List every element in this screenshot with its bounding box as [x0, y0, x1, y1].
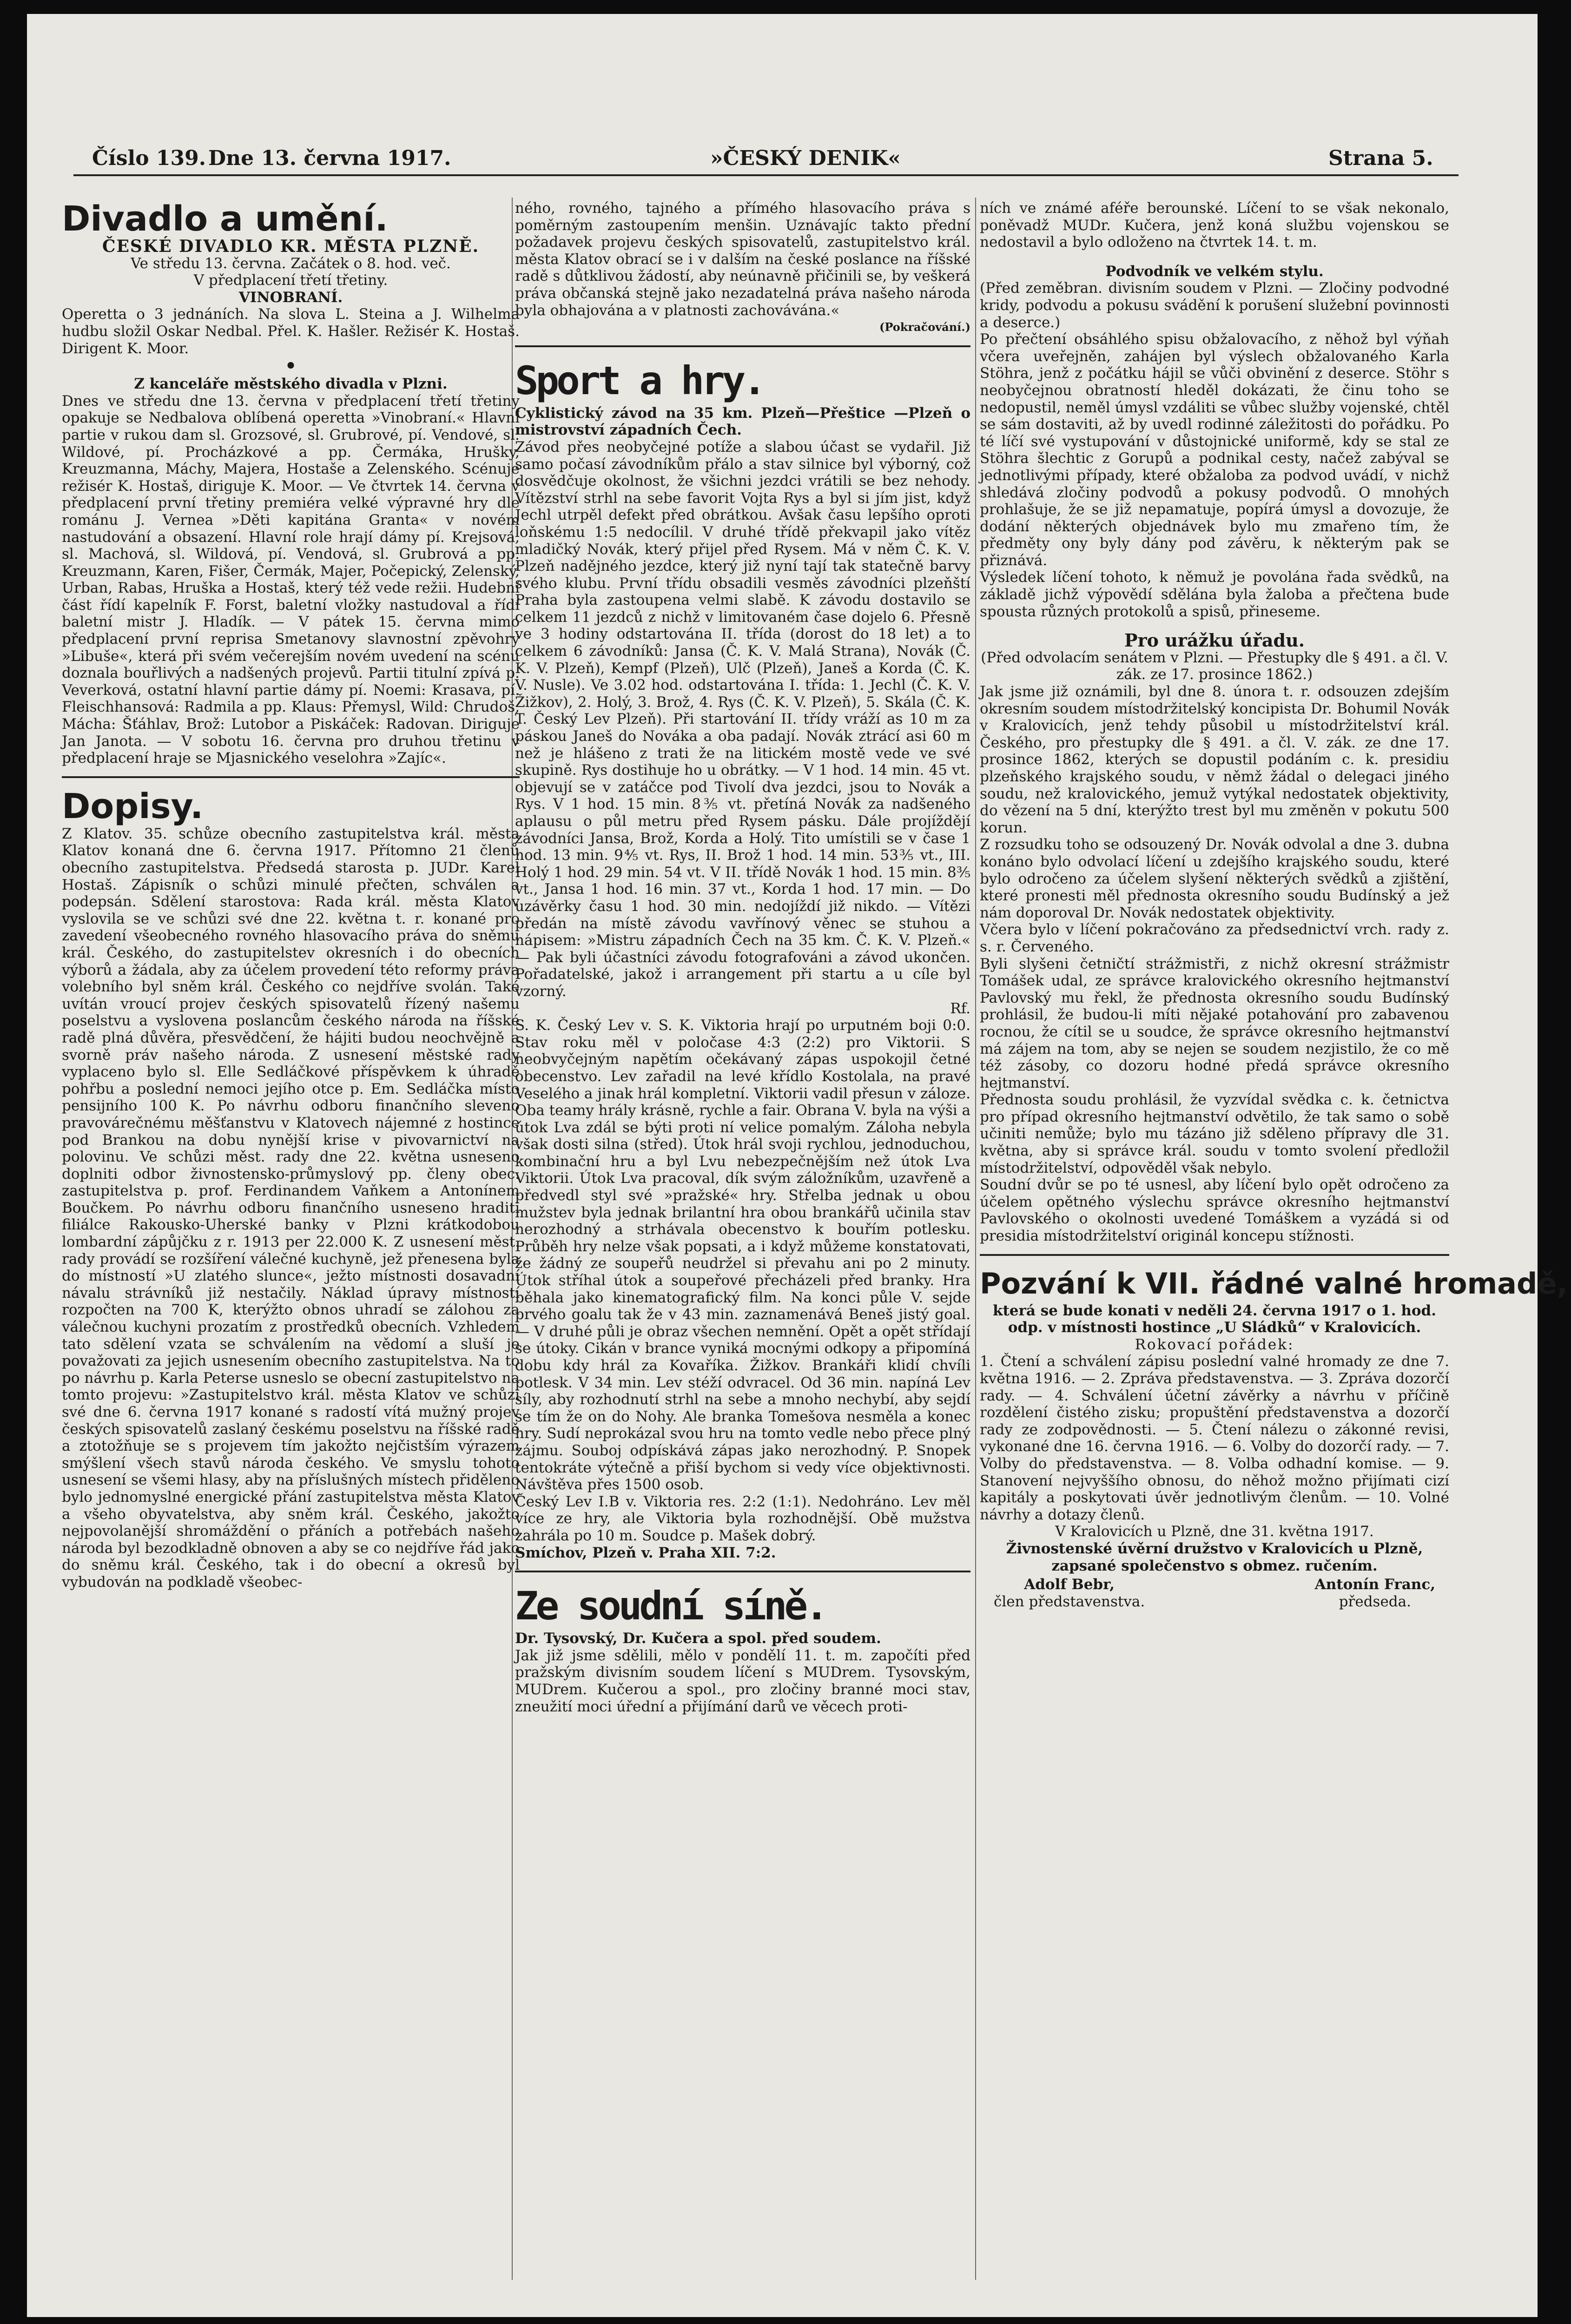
- court-text: Jak již jsme sdělili, mělo v pondělí 11. t. m. započíti před pražským divisním soudem líčení s MUDrem. Tysovským, MUDrem. Kučerou a spol., pro zločiny branné moci stav, zneužití moci úřední a přijímání darů ve věcech proti-: [515, 1647, 970, 1715]
- klatovy-report: Z Klatov. 35. schůze obecního zastupitelstva král. města Klatov konaná dne 6. června 1917. Přítomno 21 členů obecního zastupitelstva. Předsedá starosta p. JUDr. Karel Hostaš. Zápisník o schůzi minulé přečten, schválen a podepsán. Sdělení starostova: Rada král. města Klatov vyslovila se ve schůzi své dne 22. května t. r. konané pro zavedení všeobecného rovného hlasovacího práva do sněmu král. Českého, do zastupitelstev okresních i do obecních výborů a žádala, aby za účelem provedení této reformy práva volebního byl sněm král. Českého co nejdříve svolán. Také uvítán vroucí projev českých spisovatelů řízený našemu poselstvu a vyslovena poslancům českého národa na říšské radě plná důvěra, přesvědčení, že hájiti budou neochvějně a svorně práv našeho národa. Z usnesení městské rady vyplaceno bylo sl. Elle Sedláčkové příspěvkem k úhradě pohřbu a poslední nemoci jejího otce p. Em. Sedláčka místo pensijního 100 K. Po návrhu odboru finančního sleveno pravovárečnému měšťanstvu v Klatovech nájemné z hostince pod Brankou na dobu nynější krise v pivovarnictví na polovinu. Ve schůzi měst. rady dne 22. května usneseno doplniti odbor živnostensko-průmyslový pp. členy obec. zastupitelstva p. prof. Ferdinandem Vaňkem a Antonínem Boučkem. Po návrhu odboru finančního usneseno hraditi filiálce Rakousko-Uherské banky v Plzni krátkodobou lombardní zápůjčku z r. 1913 per 22.000 K. Z usnesení měst. rady provádí se rozšíření válečné kuchyně, jež přenesena byla do místností »U zlatého slunce«, ježto místnosti dosavadní návalu strávníků již nestačily. Náklad úpravy místností rozpočten na 700 K, kterýžto obnos uhradí se zálohou za válečnou kuchyni prozatím z prostředků obecních. Vzhledem tato sdělení vzata se schválením na vědomí a sluší je považovati za jejich usnesením obecního zastupitelstva. Na to po návrhu p. Karla Peterse usneslo se obecní zastupitelstvo na tomto projevu: »Zastupitelstvo král. města Klatov ve schůzi své dne 6. června 1917 konané s radostí vítá mužný projev českých spisovatelů zaslaný českému poselstvu na říšské radě a ztotožňuje se s projevem tím jakožto nejčistším výrazem smýšlení všech stavů národa českého. Ve smyslu tohoto usnesení se všemi hlasy, aby na příslušných místech přiděleno bylo jednomyslné energické přání zastupitelstva města Klatov a všeho obyvatelstva, aby sněm král. Českého, jakožto nejpovolanější shromáždění o přáních a potřebách našeho národa byl bezodkladně obnoven a aby se co nejdříve řád jako do sněmu král. Českého, tak i do obecní a okresů byl vybudován na podkladě všeobec-: [62, 825, 520, 1591]
- place-date: V Kralovicích u Plzně, dne 31. května 1917.: [1055, 1523, 1374, 1540]
- performance-time: Ve středu 13. června. Začátek o 8. hod. več.: [131, 255, 451, 272]
- column-divider: [975, 198, 976, 2280]
- column-2: [515, 200, 970, 2310]
- issue-number: Číslo 139.: [92, 146, 206, 170]
- column-1: [62, 200, 520, 2310]
- fraud-heading: Podvodník ve velkém stylu.: [1105, 263, 1324, 280]
- page-number: Strana 5.: [1328, 146, 1433, 170]
- court-continued: ních ve známé aféře berounské. Líčení to se však nekonalo, poněvadž MUDr. Kučera, jenž koná službu vojenskou se nedostavil a bylo odloženo na čtvrtek 14. t. m.: [980, 200, 1449, 251]
- insult-text-4: Byli slyšeni četničtí strážmistři, z nichž okresní strážmistr Tomášek udal, ze správce kralovického okresního hejtmanství Pavlovský mu řekl, že přednosta okresního soudu Budínský prohlásil, že budou-li míti nějaké potahování pro zabavenou rocnou, že cítil se u soudce, že správce okresního hejtmanství má zájem na tom, aby se nejen se soudem nezjistilo, že co mě též zásoby, co dozoru hodné předá správce okresního hejtmanství.: [980, 955, 1449, 1091]
- section-rule: [980, 1254, 1449, 1256]
- newspaper-page: [27, 14, 1568, 2317]
- section-title-sport: Sport a hry.: [515, 357, 764, 403]
- header-rule: [73, 174, 1459, 176]
- signer-2-name: Antonín Franc,: [1314, 1576, 1435, 1593]
- insult-text-3: Včera bylo v líčení pokračováno za předsednictví vrch. rady z. s. r. Červeného.: [980, 921, 1449, 955]
- play-title: VINOBRANÍ.: [238, 289, 343, 306]
- fraud-subheading: (Před zeměbran. divisním soudem v Plzni. — Zločiny podvodné kridy, podvodu a pokusu svádění k porušení služební povinnosti a deserce.): [980, 280, 1449, 331]
- section-rule: [515, 345, 970, 347]
- issue-date: Dne 13. června 1917.: [208, 146, 451, 170]
- theatre-name: ČESKÉ DIVADLO KR. MĚSTA PLZNĚ.: [102, 237, 480, 256]
- section-title-court: Ze soudní síně.: [515, 1583, 826, 1629]
- masthead: »ČESKÝ DENIK«: [710, 146, 901, 170]
- cycling-text: Závod přes neobyčejné potíže a slabou účast se vydařil. Již samo počasí závodníkům přálo a stav silnice byl výborný, což dosvědčuje okolnost, že všichni jezdci vrátili se bez nehody. Vítězství strhl na sebe favorit Vojta Rys a byl si jím jist, když Jechl utrpěl defekt před obrátkou. Avšak času lepšího oproti loňskému 1:5 nedocílil. V druhé třídě překvapil jako vítěz mladičký Novák, který přijel před Rysem. Má v něm Č. K. V. Plzeň nadějného jezdce, který již nyní tají tak statečně barvy svého klubu. První třídu obsadili vesměs závodníci plzeňští Praha byla zastoupena velmi slabě. K závodu dostavilo se celkem 11 jezdců z nichž v limitovaném čase dojelo 6. Přesně ve 3 hodiny odstartována II. třída (dorost do 18 let) a to celkem 6 závodníků: Jansa (Č. K. V. Malá Strana), Novák (Č. K. V. Plzeň), Kempf (Plzeň), Ulč (Plzeň), Janeš a Korda (Č. K. V. Nusle). Ve 3.02 hod. odstartována I. třída: 1. Jechl (Č. K. V. Žižkov), 2. Holý, 3. Brož, 4. Rys (Č. K. V. Plzeň), 5. Skála (Č. K. T. Český Lev Plzeň). Při startování II. třídy vráží as 10 m za páskou Janeš do Nováka a oba padají. Novák ztrácí asi 60 m než je hlášeno z trati že na litickém mostě vede ve své skupině. Rys dostihuje ho u obrátky. — V 1 hod. 14 min. 45 vt. objevují se v zatáčce pod Tivolí dva jezdci, jsou to Novák a Rys. V 1 hod. 15 min. 8⅗ vt. přetíná Novák za nadšeného aplausu o půl metru před Rysem pásku. Dále projíždějí závodníci Jansa, Brož, Korda a Holý. Tito umístili se v čase 1 hod. 13 min. 9⅘ vt. Rys, II. Brož 1 hod. 14 min. 53⅗ vt., III. Holý 1 hod. 29 min. 54 vt. V II. třídě Novák 1 hod. 15 min. 8⅗ vt., Jansa 1 hod. 16 min. 37 vt., Korda 1 hod. 17 min. — Do uzávěrky času 1 hod. 30 min. nedojíždí již nikdo. — Vítězi předán na místě závodu vavřínový věnec se stuhou a nápisem: »Mistru západních Čech na 35 km. Č. K. V. Plzeň.« — Pak byli účastníci závodu fotografováni a závod ukončen. Pořadatelské, jakož i arrangement při startu a u cíle byl vzorný.: [515, 438, 970, 1000]
- play-info: Operetta o 3 jednáních. Na slova L. Steina a J. Wilhelma hudbu složil Oskar Nedbal. Přel. K. Hašler. Režisér K. Hostaš. Dirigent K. Moor.: [62, 306, 520, 357]
- office-text: Dnes ve středu dne 13. června v předplacení třetí třetiny opakuje se Nedbalova oblíbená operetta »Vinobraní.« Hlavní partie v rukou dam sl. Grozsové, sl. Grubrové, pí. Vendové, sl. Wildové, pí. Procházkové a pp. Čermáka, Hrušky, Kreuzmanna, Máchy, Majera, Hostaše a Zelenského. Scénuje režisér K. Hostaš, diriguje K. Moor. — Ve čtvrtek 14. června v předplacení první třetiny premiéra velké výpravné hry dle románu J. Vernea »Děti kapitána Granta« v novém nastudování a obsazení. Hlavní role hrají dámy pí. Krejsová, sl. Machová, sl. Wildová, pí. Vendová, sl. Grubrová a pp. Kreuzmann, Karen, Fišer, Čermák, Majer, Počepický, Zelenský, Urban, Rabas, Hruška a Hostaš, který též vede režii. Hudební část řídí kapelník F. Forst, baletní vložky nastudoval a řídí baletní mistr J. Hladík. — V pátek 15. června mimo předplacení první reprisa Smetanovy slavnostní zpěvohry »Libuše«, která při svém večerejším novém uvedení na scénu doznala bouřlivých a nadšených projevů. Partii titulní zpívá p. Veverková, ostatní hlavní partie dámy pí. Noemi: Krasava, pí. Fleischhansová: Radmila a pp. Klaus: Přemysl, Wild: Chrudoš, Mácha: Šťáhlav, Brož: Lutobor a Piskáček: Radovan. Diriguje Jan Janota. — V sobotu 16. června pro druhou třetinu v předplacení hraje se Mjasnického veselohra »Zajíc«.: [62, 392, 520, 767]
- court-heading: Dr. Tysovský, Dr. Kučera a spol. před soudem.: [515, 1630, 881, 1647]
- column-3: [980, 200, 1568, 2310]
- separator-dot: •: [284, 355, 297, 377]
- agenda-title: Rokovací pořádek:: [1135, 1336, 1294, 1353]
- credit-union-name: Živnostenské úvěrní družstvo v Kralovicích u Plzně, zapsané společenstvo s obmez. ručením.: [1006, 1540, 1423, 1574]
- insult-text-6: Soudní dvůr se po té usnesl, aby líčení bylo opět odročeno za účelem opětného výslechu správce okresního hejtmanství Pavlovského o okolnosti uvedené Tomáškem a vyzádá si od presidia místodržitelství originál koncepu stížnosti.: [980, 1176, 1449, 1245]
- insult-subheading: (Před odvolacím senátem v Plzni. — Přestupky dle § 491. a čl. V. zák. ze 17. prosince 1862.): [981, 649, 1448, 683]
- section-rule: [515, 1571, 970, 1572]
- insult-text-5: Přednosta soudu prohlásil, že vyzvídal svědka c. k. četnictva pro případ okresního hejtmanství odvětilo, že tak samo o sobě učiniti nemůže; bylo mu tázáno již sděleno přípravy dle 31. května, aby si správce král. soudu v tomto svolení předložil místodržitelství, odpověděl však nebylo.: [980, 1091, 1449, 1176]
- section-rule: [62, 776, 520, 778]
- insult-text-2: Z rozsudku toho se odsouzený Dr. Novák odvolal a dne 3. dubna konáno bylo odvolací líčení u zdejšího krajského soudu, které bylo odročeno za účelem slyšení některých svědků a zjištění, které pronesti měl přednosta okresního soudu Budínský a jež nám doporoval Dr. Novák nedostatek objektivity.: [980, 836, 1449, 921]
- football-report-1: S. K. Český Lev v. S. K. Viktoria hrají po urputném boji 0:0. Stav roku měl v poločase 4:3 (2:2) pro Viktorii. S neobvyčejným napětím očekávaný zápas uspokojil četné obecenstvo. Lev zařadil na levé křídlo Kostolala, na pravé Veselého a jinak hrál kompletní. Viktorii vadil přesun v záloze. Oba teamy hrály krásně, rychle a fair. Obrana V. byla na výši a útok Lva zdál se býti proti ní velice pomalým. Záloha nebyla však dosti silna (střed). Útok hrál svoji rychlou, jednoduchou, kombinační hru a byl Lvu nebezpečnějším než útok Lva Viktorii. Útok Lva pracoval, dík svým záložníkům, uzavřeně a předvedl styl své »pražské« hry. Střelba jednak u obou mužstev byla jednak brilantní hra obou brankářů učinila stav nerozhodný a strhávala obecenstvo k bouřím potlesku. Průběh hry nelze však popsati, a i když můžeme konstatovati, že žádný ze soupeřů neudržel si převahu ani po 2 minuty. Útok stříhal útok a soupeřové přecházeli před branky. Hra běhala jako kinematografický film. Na konci půle V. sejde prvého goalu tak že v 43 min. zaznamenává Beneš jistý goal. — V druhé půli je obraz všechen nemnění. Opět a opět střídají se útoky. Cikán v brance vyniká mocnými odkopy a připomíná dobu kdy hrál za Kovaříka. Žižkov. Brankáři klidí chvíli potlesk. V 34 min. Lev stéží odvracel. Od 36 min. napíná Lev síly, aby rozhodnutí strhl na sebe a mnoho nechybí, aby sejdí se tím že on do Nohy. Ale branka Tomešova nesměla a konec hry. Sudí neprokázal svou hru na tomto vedle nebo přece plný zájmu. Souboj odpískává zápas jako nerozhodný. P. Snopek tentokráte výtečně a přiší bychom si vedy více objektivnosti. Návštěva přes 1500 osob.: [515, 1017, 970, 1493]
- football-report-2: Český Lev I.B v. Viktoria res. 2:2 (1:1). Nedohráno. Lev měl více ze hry, ale Viktoria byla rozhodnější. Obě mužstva zahrála po 10 m. Soudce p. Mašek dobrý.: [515, 1493, 970, 1544]
- cycling-signature: Rf.: [950, 1000, 970, 1017]
- signer-1-name: Adolf Bebr,: [1024, 1576, 1115, 1593]
- signer-1-role: člen představenstva.: [994, 1593, 1145, 1610]
- performance-note: V předplacení třetí třetiny.: [193, 272, 388, 289]
- insult-heading: Pro urážku úřadu.: [1124, 630, 1305, 651]
- cycling-heading: Cyklistický závod na 35 km. Plzeň—Přeštice —Plzeň o mistrovství západních Čech.: [515, 404, 970, 439]
- football-report-3: Smíchov, Plzeň v. Praha XII. 7:2.: [515, 1544, 776, 1561]
- fraud-text-2: Výsledek líčení tohoto, k němuž je povolána řada svědků, na základě jichž výpovědí sdělána byla žaloba a přečtena bude spousta různých protokolů a spisů, přineseme.: [980, 569, 1449, 620]
- office-heading: Z kanceláře městského divadla v Plzni.: [134, 376, 448, 393]
- continued-text: ného, rovného, tajného a přímého hlasovacího práva s poměrným zastoupením menšin. Uznávajíc takto přední požadavek projevu českých spisovatelů, zastupitelstvo král. města Klatov obrací se i v dalším na české poslance na říšské radě s důtklivou žádostí, aby neúnavně přičinili se, by veškerá práva občanská stejně jako nezadatelná práva našeho národa byla obhajována a v platnosti zachovávána.«: [515, 200, 970, 319]
- agenda-text: 1. Čtení a schválení zápisu poslední valné hromady ze dne 7. května 1916. — 2. Zpráva představenstva. — 3. Zpráva dozorčí rady. — 4. Schválení účetní závěrky a návrhu v příčině rozdělení čistého zisku; propuštění představenstva a dozorčí rady ze zodpovědnosti. — 5. Čtení nálezu o zákonné revisi, vykonané dne 16. června 1916. — 6. Volby do dozorčí rady. — 7. Volby do představenstva. — 8. Volba odhadní komise. — 9. Stanovení nejvyššího obnosu, do něhož možno přijímati cizí kapitály a poskytovati úvěr jednotlivým členům. — 10. Volné návrhy a dotazy členů.: [980, 1353, 1449, 1523]
- section-title-theatre: Divadlo a umění.: [62, 199, 388, 239]
- section-title-letters: Dopisy.: [62, 786, 204, 826]
- signer-2-role: předseda.: [1339, 1593, 1411, 1610]
- invitation-subtitle: která se bude konati v neděli 24. června 1917 o 1. hod. odp. v místnosti hostince „U Sládků“ v Kralovicích.: [992, 1302, 1437, 1336]
- continued-note: (Pokračování.): [879, 320, 970, 334]
- insult-text: Jak jsme již oznámili, byl dne 8. února t. r. odsouzen zdejším okresním soudem místodržitelský koncipista Dr. Bohumil Novák v Kralovicích, jenž tehdy působil u místodržitelství král. Českého, pro přestupky dle § 491. a čl. V. zák. ze dne 17. prosince 1862, kterých se dopustil podáním c. k. presidiu plzeňského krajského soudu, v němž žádal o delegaci jiného soudu, než kralovického, jemuž vytýkal nedostatek objektivity, do vězení na 5 dní, kterýžto trest byl mu změněn v pokutu 500 korun.: [980, 683, 1449, 836]
- fraud-text: Po přečtení obsáhlého spisu obžalovacího, z něhož byl výňah včera uveřejněn, zahájen byl výslech obžalovaného Karla Stöhra, jenž z počátku hájil se vůči obvinění z deserce. Stöhr s neobyčejnou obratností hleděl dokázati, že činu toho se nedopustil, neměl úmysl vzdáliti se vůbec služby vojenské, chtěl se sám dostaviti, až by uvedl rodinné záležitosti do pořádku. Po té líčí své vystupování v důstojnické uniformě, kdy se stal ze Stöhra šlechtic z Gorupů a podnikal cesty, načež zabýval se jednotlivými případy, které obžaloba za podvod uvádí, v nichž shledává zločiny podvodů a pokusy podvodů. O mnohých prohlašuje, že se již nepamatuje, popírá úmysl a dovozuje, že dodání některých objednávek bylo mu zmařeno tím, že předměty ony byly dány pod závěru, k některým pak se přiznává.: [980, 331, 1449, 569]
- invitation-title: Pozvání k VII. řádné valné hromadě,: [980, 1266, 1568, 1301]
